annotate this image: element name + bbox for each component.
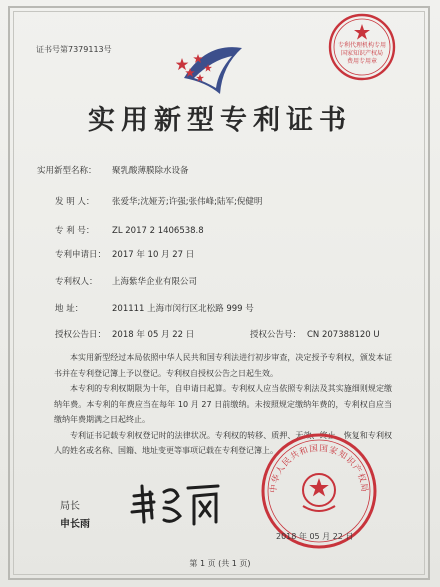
director-title: 局长 bbox=[60, 501, 80, 512]
field-value-address: 201111 上海市闵行区北松路 999 号 bbox=[112, 304, 254, 314]
field-value-patent-number: ZL 2017 2 1406538.8 bbox=[112, 226, 204, 236]
field-value-inventors: 张爱华;沈娅芳;许强;张伟峰;陆军;倪健明 bbox=[112, 197, 263, 207]
field-label-filing-date: 专利申请日： bbox=[55, 250, 107, 260]
field-label-address: 地 址： bbox=[55, 304, 84, 314]
seal-date: 2018 年 05 月 22 日 bbox=[276, 532, 354, 541]
body-paragraph: 本专利的专利权期限为十年，自申请日起算。专利权人应当依照专利法及其实施细则规定缴纳年费。本专利的年费应当在每年 10 月 27 日前缴纳。未按照规定缴纳年费的，专利权自应当缴纳年费期满之日起终止。 bbox=[54, 384, 392, 424]
field-value-filing-date: 2017 年 10 月 27 日 bbox=[112, 250, 195, 260]
agency-stamp bbox=[327, 12, 397, 82]
body-paragraph: 本实用新型经过本局依照中华人民共和国专利法进行初步审查，决定授予专利权，颁发本证书并在专利登记簿上予以登记。专利权自授权公告之日起生效。 bbox=[54, 353, 392, 378]
field-value-patentee: 上海紫华企业有限公司 bbox=[112, 277, 198, 287]
field-value-utility-name: 聚乳酸薄膜除水设备 bbox=[112, 166, 189, 176]
stamp-line: 费用专用章 bbox=[346, 58, 377, 65]
field-label-inventors: 发 明 人： bbox=[55, 197, 95, 207]
field-label-patent-number: 专 利 号： bbox=[55, 226, 95, 236]
field-value-grant-date: 2018 年 05 月 22 日 bbox=[112, 330, 195, 340]
handwritten-signature bbox=[128, 478, 224, 530]
field-label-utility-name: 实用新型名称： bbox=[37, 166, 97, 176]
document-title: 实用新型专利证书 bbox=[88, 105, 352, 136]
stamp-line: 国家知识产权局 bbox=[340, 50, 383, 57]
body-paragraph: 专利证书记载专利权登记时的法律状况。专利权的转移、质押、无效、终止、恢复和专利权人的姓名或名称、国籍、地址变更等事项记载在专利登记簿上。 bbox=[54, 430, 392, 455]
signature-icon bbox=[128, 478, 224, 530]
certificate-number: 证书号第7379113号 bbox=[36, 45, 112, 54]
stamp-line: 专利代理机构专用 bbox=[337, 42, 386, 49]
field-label-grant-date: 授权公告日： bbox=[55, 330, 107, 340]
seal-ring-text: 中华人民共和国国家知识产权局 bbox=[268, 443, 370, 494]
page-footer: 第 1 页 (共 1 页) bbox=[189, 559, 251, 568]
field-label-announcement-no: 授权公告号： bbox=[250, 330, 302, 340]
director-name: 申长雨 bbox=[60, 519, 90, 530]
field-label-patentee: 专利权人： bbox=[55, 277, 98, 287]
field-value-announcement-no: CN 207388120 U bbox=[307, 330, 380, 340]
cnipa-logo-icon bbox=[176, 38, 248, 100]
